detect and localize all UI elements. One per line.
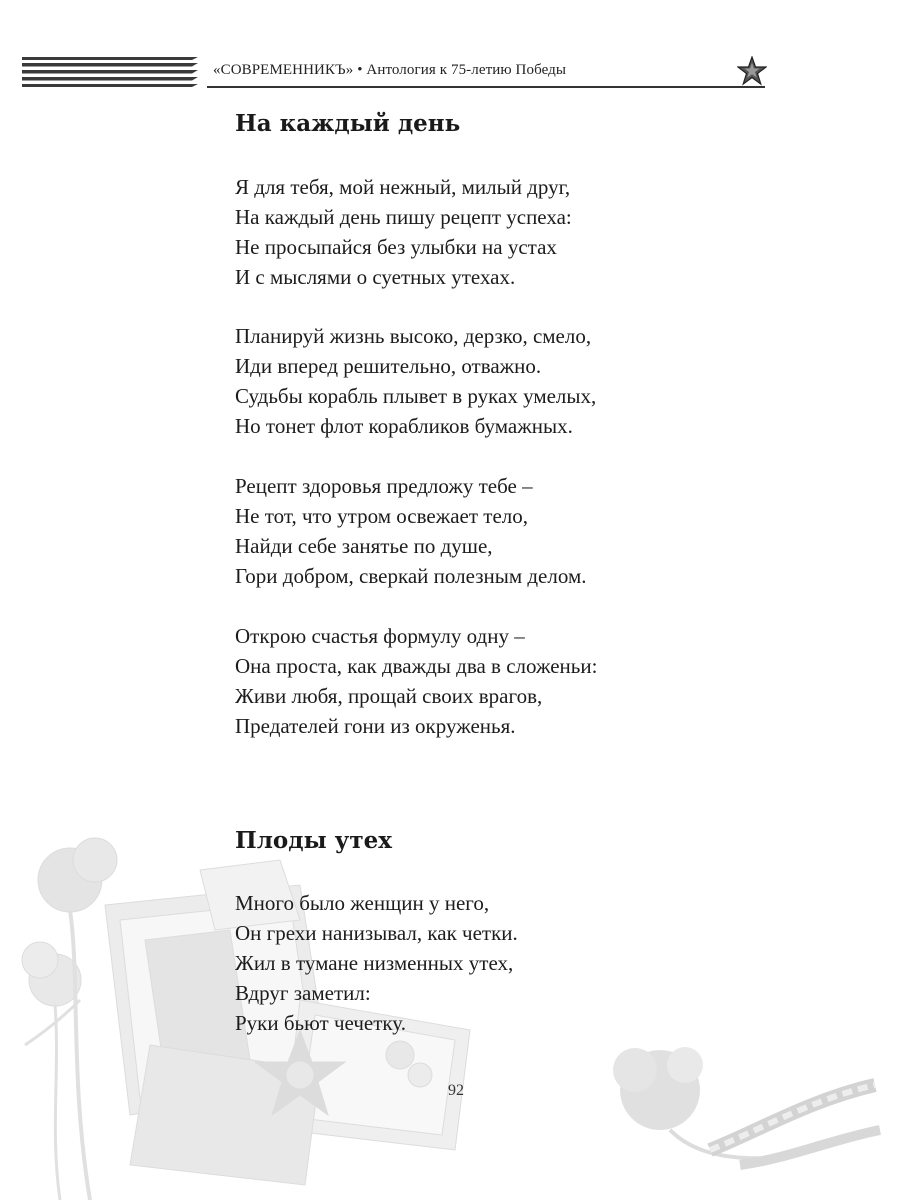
- verse-line: Живи любя, прощай своих врагов,: [235, 684, 543, 708]
- verse-line: Я для тебя, мой нежный, милый друг,: [235, 175, 571, 199]
- verse-line: На каждый день пишу рецепт успеха:: [235, 205, 572, 229]
- stanza: [235, 471, 587, 591]
- verse-line: Не тот, что утром освежает тело,: [235, 504, 529, 528]
- verse-line: Много было женщин у него,: [235, 891, 490, 915]
- stanza: [235, 321, 596, 441]
- verse-line: Открою счастья формулу одну –: [235, 624, 525, 648]
- verse-line: Предателей гони из окруженья.: [235, 714, 516, 738]
- verse-line: Жил в тумане низменных утех,: [235, 951, 514, 975]
- verse-line: Руки бьют чечетку.: [235, 1011, 406, 1035]
- verse-line: Он грехи нанизывал, как четки.: [235, 921, 518, 945]
- star-icon: [737, 56, 767, 86]
- verse-line: Не просыпайся без улыбки на устах: [235, 235, 557, 259]
- stanza: [235, 172, 572, 292]
- verse-line: Гори добром, сверкай полезным делом.: [235, 564, 587, 588]
- carnation-and-ribbon-icon: [590, 1040, 890, 1200]
- stanza: [235, 888, 518, 1038]
- verse-line: Иди вперед решительно, отважно.: [235, 354, 542, 378]
- verse-line: Найди себе занятье по душе,: [235, 534, 493, 558]
- page-number: 92: [448, 1082, 464, 1099]
- verse-line: Но тонет флот корабликов бумажных.: [235, 414, 573, 438]
- header-rule: [207, 86, 765, 88]
- poem-title: На каждый день: [235, 110, 461, 137]
- verse-line: Планируй жизнь высоко, дерзко, смело,: [235, 324, 592, 348]
- verse-line: И с мыслями о суетных утехах.: [235, 265, 516, 289]
- poem-title: Плоды утех: [235, 827, 392, 854]
- verse-line: Она проста, как дважды два в сложеньи:: [235, 654, 598, 678]
- st-george-ribbon-icon: [22, 57, 198, 87]
- stanza: [235, 621, 597, 741]
- verse-line: Вдруг заметил:: [235, 981, 371, 1005]
- running-header: «СОВРЕМЕННИКЪ» • Антология к 75-летию Победы: [213, 62, 567, 78]
- verse-line: Рецепт здоровья предложу тебе –: [235, 474, 533, 498]
- verse-line: Судьбы корабль плывет в руках умелых,: [235, 384, 597, 408]
